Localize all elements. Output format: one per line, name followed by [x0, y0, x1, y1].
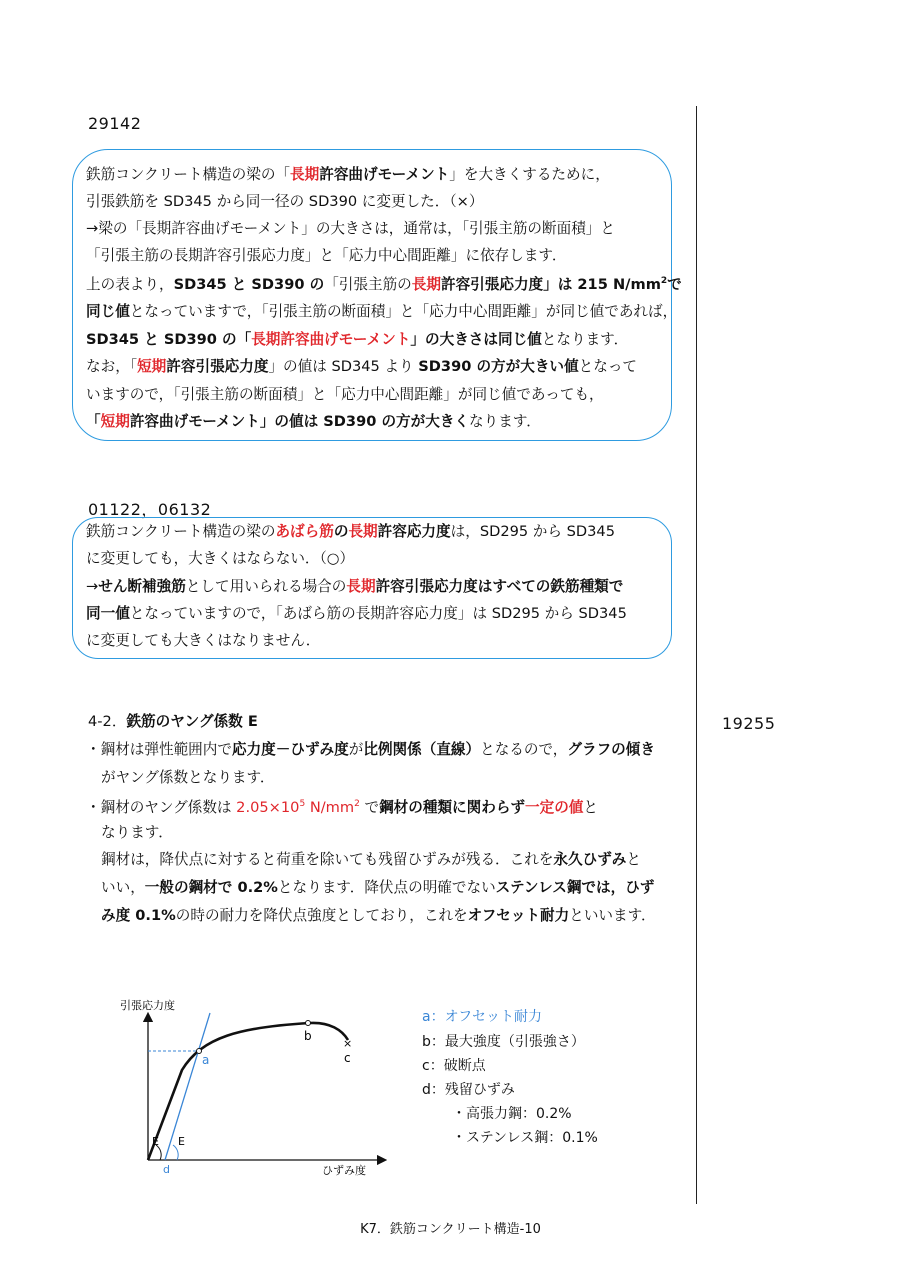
text-line: 「引張主筋の長期許容引張応力度」と「応力中心間距離」に依存します． [86, 247, 567, 264]
bullet-line: なります． [101, 824, 173, 841]
text-line: 同一値となっていますので，「あばら筋の長期許容応力度」は SD295 から SD345 [86, 605, 627, 622]
page-footer: K7．鉄筋コンクリート構造-10 [360, 1222, 541, 1237]
x-axis-label: ひずみ度 [322, 1164, 366, 1177]
text-line: 引張鉄筋を SD345 から同一径の SD390 に変更した．（×） [86, 193, 484, 210]
text-line: いい，一般の鋼材で 0.2%となります．降伏点の明確でないステンレス鋼では，ひず [101, 879, 655, 896]
modulus-label-1: E [152, 1135, 159, 1148]
text-line: 同じ値となっていますで，「引張主筋の断面積」と「応力中心間距離」が同じ値であれば， [86, 303, 678, 320]
point-b-label: b [304, 1029, 312, 1043]
legend-c: c：破断点 [422, 1058, 486, 1074]
stress-strain-diagram [110, 995, 400, 1180]
text-line: 上の表より，SD345 と SD390 の「引張主筋の長期許容引張応力度」は 215 $N/mm^2$で [86, 275, 682, 293]
text-line: →梁の「長期許容曲げモーメント」の大きさは，通常は，「引張主筋の断面積」と [86, 220, 615, 237]
question-code: 29142 [88, 114, 142, 133]
modulus-label-2: E [178, 1135, 185, 1148]
section-heading: 4-2．鉄筋のヤング係数 E [88, 713, 258, 730]
point-a-marker [197, 1049, 202, 1054]
point-d-label: d [163, 1163, 170, 1176]
text-line: 鉄筋コンクリート構造の梁のあばら筋の長期許容応力度は，SD295 から SD345 [86, 523, 615, 540]
bullet-line: ・鋼材は弾性範囲内で応力度－ひずみ度が比例関係（直線）となるので，グラフの傾き [86, 741, 655, 758]
text-line: に変更しても，大きくはならない．（○） [86, 550, 355, 567]
point-c-label: c [344, 1051, 351, 1065]
legend-d: d：残留ひずみ [422, 1082, 515, 1098]
text-line: み度 0.1%の時の耐力を降伏点強度としており，これをオフセット耐力といいます． [101, 907, 656, 924]
legend-a: a：オフセット耐力 [422, 1009, 543, 1025]
bullet-line: ・鋼材のヤング係数は $2.05\times 10^5$ $N/mm^2$ で鋼材の種類に関わらず一定の値と [86, 798, 599, 816]
side-question-code: 19255 [722, 714, 776, 733]
legend-d-item: ・高張力鋼：0.2% [452, 1106, 572, 1122]
text-line: なお，「短期許容引張応力度」の値は SD345 より SD390 の方が大きい値となって [86, 358, 638, 375]
text-line: いますので，「引張主筋の断面積」と「応力中心間距離」が同じ値であっても， [86, 386, 604, 403]
question-code: 01122，06132 [88, 500, 212, 519]
point-b-marker [306, 1021, 311, 1026]
text-line: 鋼材は，降伏点に対すると荷重を除いても残留ひずみが残る．これを永久ひずみと [101, 851, 642, 868]
bullet-line: がヤング係数となります． [101, 769, 275, 786]
margin-rule [696, 106, 697, 1204]
offset-line [165, 1013, 210, 1160]
legend-b: b：最大強度（引張強さ） [422, 1034, 585, 1050]
text-line: に変更しても大きくはなりません． [86, 632, 321, 649]
point-a-label: a [202, 1053, 210, 1067]
text-line: 「短期許容曲げモーメント」の値は SD390 の方が大きくなります． [86, 413, 541, 430]
point-c-marker: × [343, 1037, 353, 1050]
text-line: SD345 と SD390 の「長期許容曲げモーメント」の大きさは同じ値となります． [86, 331, 629, 348]
text-line: →せん断補強筋として用いられる場合の長期許容引張応力度はすべての鉄筋種類で [86, 578, 624, 595]
legend-d-item: ・ステンレス鋼：0.1% [452, 1130, 598, 1146]
text-line: 鉄筋コンクリート構造の梁の「長期許容曲げモーメント」を大きくするために， [86, 166, 610, 183]
y-axis-label: 引張応力度 [120, 999, 175, 1012]
